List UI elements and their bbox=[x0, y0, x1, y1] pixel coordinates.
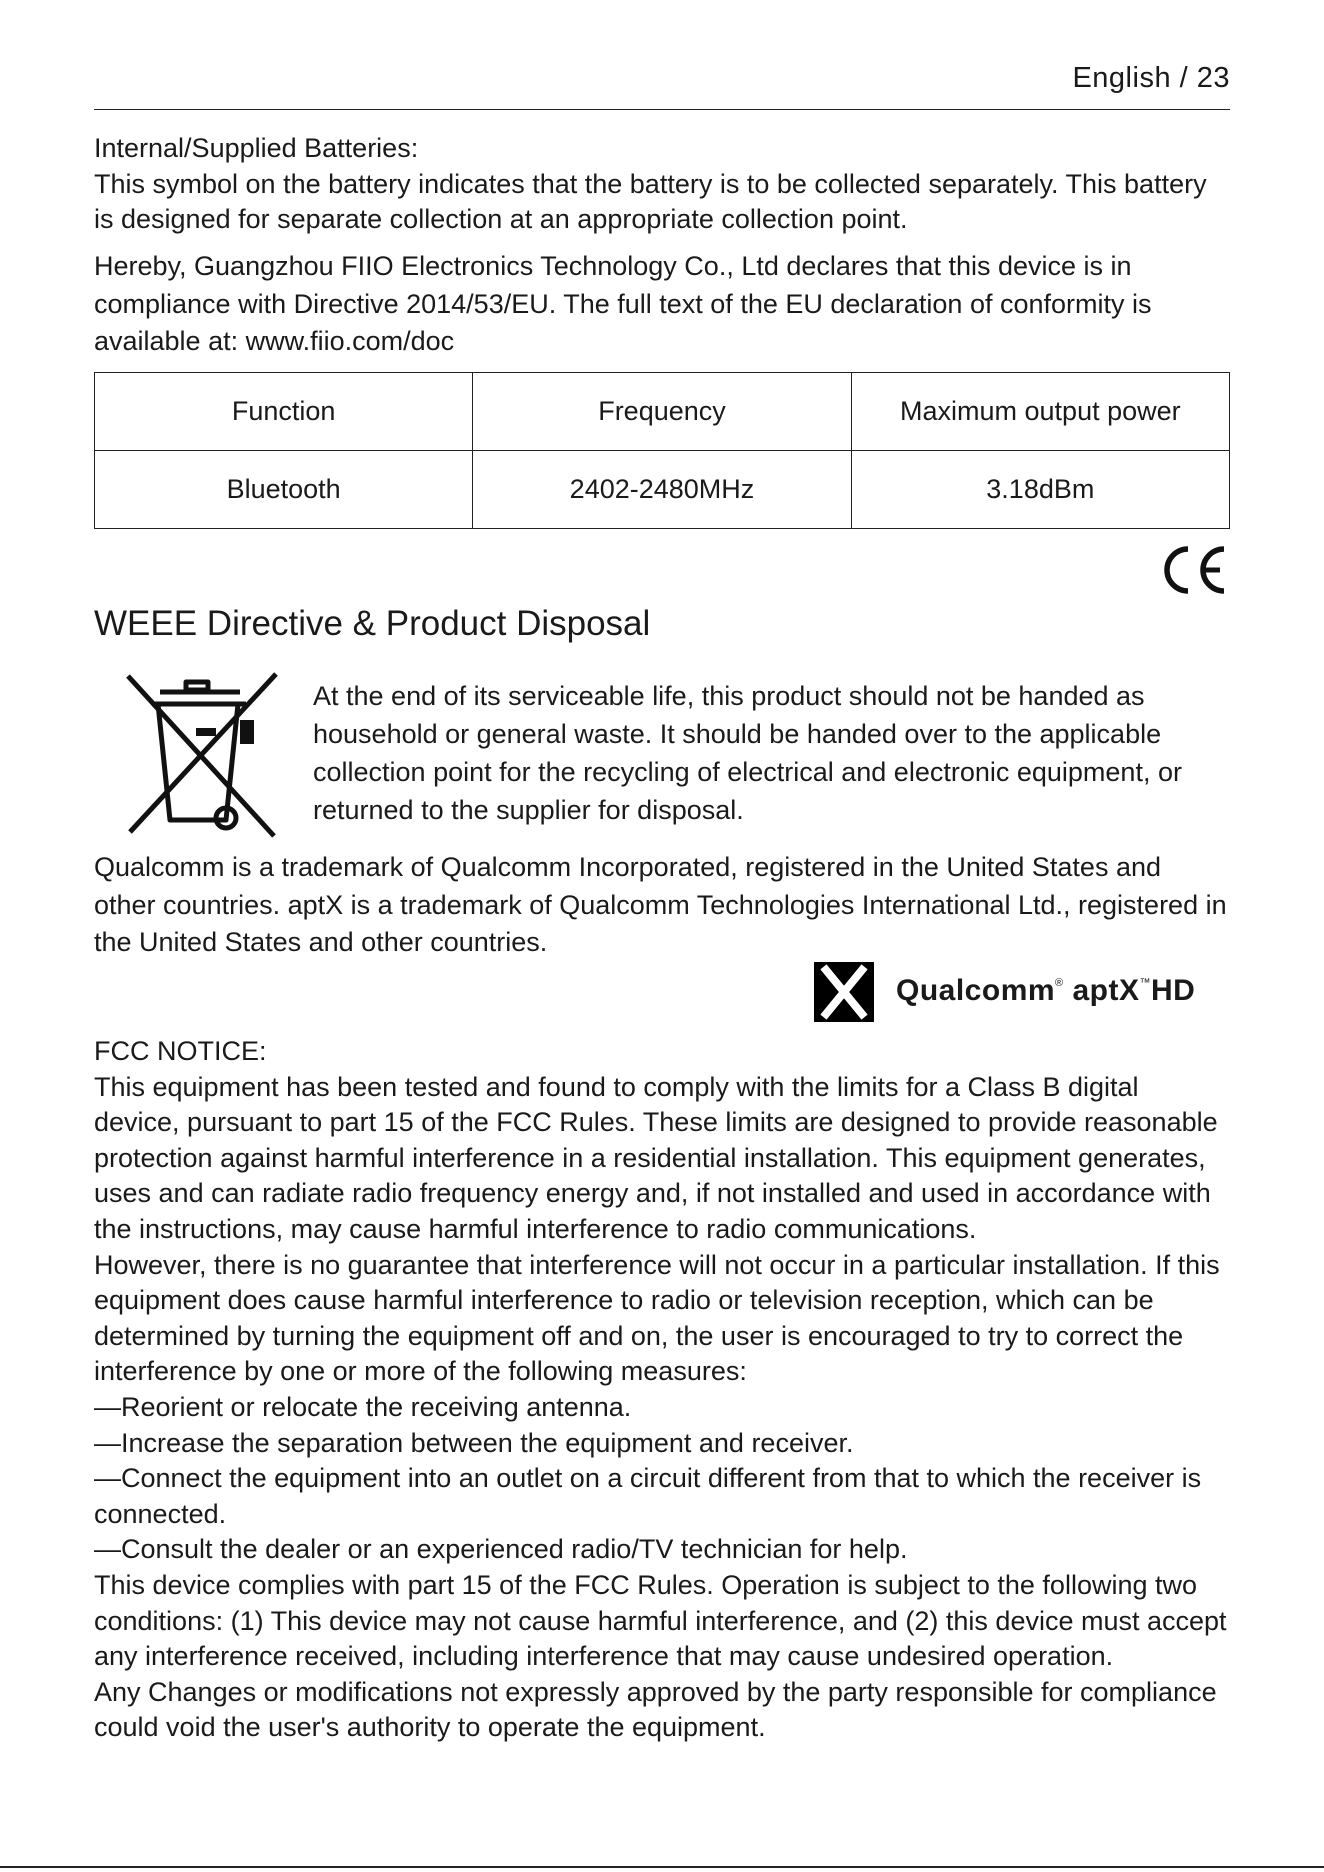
logo-reg-mark: ® bbox=[1055, 977, 1064, 989]
fcc-measure: —Connect the equipment into an outlet on a circuit different from that to which the receiver is connected. bbox=[94, 1463, 1202, 1529]
table-cell: 2402-2480MHz bbox=[473, 451, 851, 529]
batteries-heading: Internal/Supplied Batteries: bbox=[94, 133, 419, 163]
batteries-section bbox=[94, 131, 1230, 238]
fcc-measure: —Increase the separation between the equipment and receiver. bbox=[94, 1427, 854, 1458]
weee-text: At the end of its serviceable life, this product should not be handed as household or general waste. It should be handed over to the applicable collection point for the recycling of electrical and electronic equipment, or returned to the supplier for disposal. bbox=[313, 681, 1182, 825]
logo-suffix: HD bbox=[1151, 974, 1196, 1007]
fcc-paragraph: Any Changes or modifications not expressly approved by the party responsible for compliance could void the user's authority to operate the equipment. bbox=[94, 1676, 1217, 1743]
aptx-logo-icon bbox=[814, 962, 874, 1022]
table-row bbox=[95, 451, 1230, 529]
ce-mark-icon bbox=[1158, 545, 1228, 595]
header-rule bbox=[94, 109, 1230, 110]
trademark-text: Qualcomm is a trademark of Qualcomm Incorporated, registered in the United States and other countries. aptX is a trademark of Qualcomm Technologies International Ltd., registered in the United States and other countries. bbox=[94, 852, 1227, 957]
table-cell: Bluetooth bbox=[95, 451, 473, 529]
table-header-cell: Maximum output power bbox=[851, 373, 1229, 451]
logo-brand: Qualcomm bbox=[896, 974, 1056, 1007]
aptx-wordmark bbox=[896, 974, 1195, 1008]
fcc-paragraph: This equipment has been tested and found to comply with the limits for a Class B digital device, pursuant to part 15 of the FCC Rules. These limits are designed to provide reasonable protection against harmful interference in a residential installation. This equipment generates, uses and can radiate radio frequency energy and, if not installed and used in accordance with the instructions, may cause harmful interference to radio communications. bbox=[94, 1071, 1218, 1244]
batteries-text: This symbol on the battery indicates that the battery is to be collected separately. This battery is designed for separate collection at an appropriate collection point. bbox=[94, 168, 1207, 234]
logo-tm-mark: ™ bbox=[1139, 977, 1152, 989]
footer-rule bbox=[0, 1866, 1324, 1868]
declaration-text: Hereby, Guangzhou FIIO Electronics Technology Co., Ltd declares that this device is in compliance with Directive 2014/53/EU. The full text of the EU declaration of conformity is available at: www.fiio.com/doc bbox=[94, 251, 1152, 356]
fcc-heading: FCC NOTICE: bbox=[94, 1036, 267, 1066]
table-header-row bbox=[95, 373, 1230, 451]
page-label: English / 23 bbox=[1072, 62, 1230, 94]
declaration-section bbox=[94, 248, 1230, 361]
weee-title: WEEE Directive & Product Disposal bbox=[94, 604, 651, 643]
fcc-paragraph: This device complies with part 15 of the FCC Rules. Operation is subject to the following two conditions: (1) This device may not cause harmful interference, and (2) this device must accept any interference received, including interference that may cause undesired operation. bbox=[94, 1569, 1227, 1672]
table-header-cell: Function bbox=[95, 373, 473, 451]
fcc-section bbox=[94, 1034, 1230, 1746]
table-cell: 3.18dBm bbox=[851, 451, 1229, 529]
fcc-measure: —Consult the dealer or an experienced radio/TV technician for help. bbox=[94, 1534, 908, 1565]
logo-product: aptX bbox=[1072, 974, 1140, 1007]
trademark-section bbox=[94, 849, 1230, 962]
weee-section bbox=[313, 677, 1230, 829]
fcc-paragraph: However, there is no guarantee that interference will not occur in a particular installation. If this equipment does cause harmful interference to radio or television reception, which can be determined by turning the equipment off and on, the user is encouraged to try to correct the interference by one or more of the following measures: bbox=[94, 1249, 1220, 1387]
table-header-cell: Frequency bbox=[473, 373, 851, 451]
rf-table bbox=[94, 372, 1230, 529]
fcc-measure: —Reorient or relocate the receiving antenna. bbox=[94, 1391, 632, 1422]
crossed-bin-icon bbox=[124, 670, 284, 840]
